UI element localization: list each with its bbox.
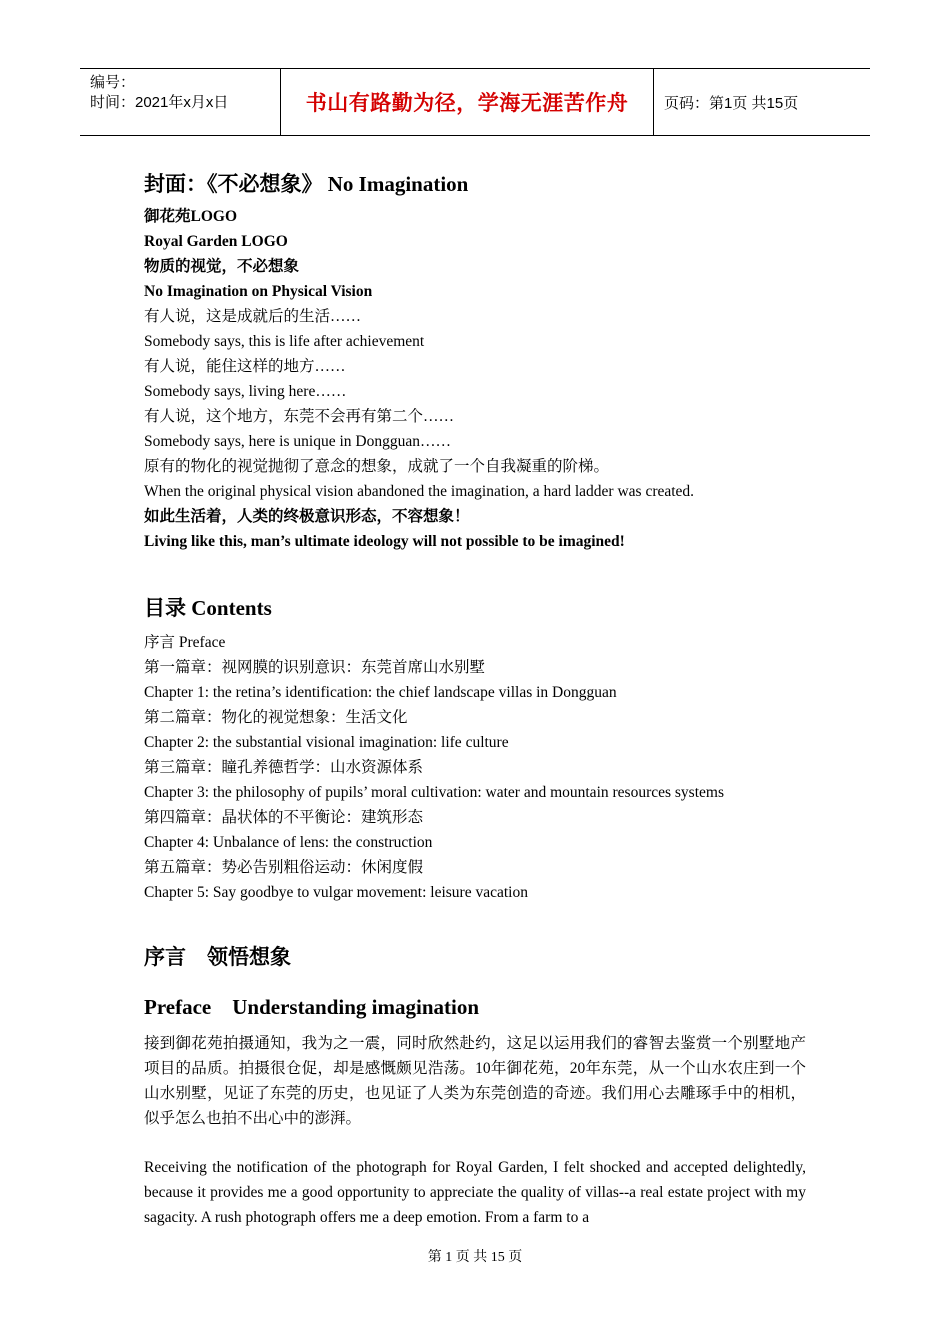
contents-section (144, 592, 806, 905)
preface-paragraph-cn: 接到御花苑拍摄通知，我为之一震，同时欣然赴约，这足以运用我们的睿智去鉴赏一个别墅地产项目的品质。拍摄很仓促，却是感慨颇见浩荡。10年御花苑，20年东莞，从一个山水农庄到一个山水别墅，见证了东莞的历史，也见证了人类为东莞创造的奇迹。我们用心去雕琢手中的相机，似乎怎么也拍不出心中的澎湃。 (144, 1035, 806, 1127)
cover-closing-line: 如此生活着，人类的终极意识形态，不容想象！ (144, 508, 470, 525)
cover-line: When the original physical vision abandoned the imagination, a hard ladder was created. (144, 483, 695, 500)
contents-item: Chapter 1: the retina’s identification: the chief landscape villas in Dongguan (144, 684, 617, 701)
cover-line: Somebody says, here is unique in Dongguan…… (144, 433, 451, 450)
cover-line: Somebody says, this is life after achievement (144, 333, 425, 350)
header-motto-cell (280, 69, 654, 135)
preface-paragraph-en: Receiving the notification of the photograph for Royal Garden, I felt shocked and accepted delightedly, because it provides me a good opportunity to appreciate the quality of villas--a real estate project with my sagacity. A rush photograph offers me a deep emotion. From a farm to a (144, 1159, 806, 1226)
cover-line: 物质的视觉，不必想象 (144, 258, 300, 275)
page-footer (0, 1246, 950, 1266)
preface-section (144, 941, 806, 1230)
contents-item: 第五篇章：势必告别粗俗运动：休闲度假 (144, 859, 424, 876)
contents-item: 第四篇章：晶状体的不平衡论：建筑形态 (144, 809, 424, 826)
contents-item: Chapter 3: the philosophy of pupils’ moral cultivation: water and mountain resources systems (144, 784, 724, 801)
contents-item: Chapter 4: Unbalance of lens: the construction (144, 834, 433, 851)
contents-item: Chapter 5: Say goodbye to vulgar movement: leisure vacation (144, 884, 528, 901)
preface-title-cn: 序言 领悟想象 (144, 945, 291, 969)
page-info: 页码：第1页 共15页 (664, 94, 799, 112)
cover-line: 有人说，能住这样的地方…… (144, 358, 346, 375)
contents-item: 第二篇章：物化的视觉想象：生活文化 (144, 709, 408, 726)
cover-line: 有人说，这是成就后的生活…… (144, 308, 362, 325)
cover-line: No Imagination on Physical Vision (144, 283, 373, 300)
cover-line: 御花苑LOGO (144, 208, 238, 225)
contents-item: 第三篇章：瞳孔养德哲学：山水资源体系 (144, 759, 424, 776)
footer-page-number: 第 1 页 共 15 页 (427, 1250, 523, 1265)
motto-text: 书山有路勤为径，学海无涯苦作舟 (305, 92, 629, 115)
cover-section (144, 168, 806, 554)
contents-title: 目录 Contents (144, 596, 272, 620)
header-meta-cell (80, 69, 280, 135)
cover-line: Royal Garden LOGO (144, 233, 288, 250)
cover-title: 封面：《不必想象》 No Imagination (144, 172, 469, 196)
document-body (144, 168, 806, 1230)
number-label: 编号： (90, 74, 136, 91)
header-page-cell (654, 69, 870, 135)
cover-line: 有人说，这个地方，东莞不会再有第二个…… (144, 408, 455, 425)
time-label: 时间：2021年x月x日 (90, 94, 229, 111)
preface-title-en: Preface Understanding imagination (144, 995, 480, 1019)
contents-item: 序言 Preface (144, 634, 226, 651)
document-header (80, 68, 870, 136)
cover-closing-line: Living like this, man’s ultimate ideology will not possible to be imagined! (144, 533, 625, 550)
cover-line: Somebody says, living here…… (144, 383, 347, 400)
contents-item: 第一篇章：视网膜的识别意识：东莞首席山水别墅 (144, 659, 486, 676)
cover-line: 原有的物化的视觉抛彻了意念的想象，成就了一个自我凝重的阶梯。 (144, 458, 610, 475)
contents-item: Chapter 2: the substantial visional imagination: life culture (144, 734, 509, 751)
